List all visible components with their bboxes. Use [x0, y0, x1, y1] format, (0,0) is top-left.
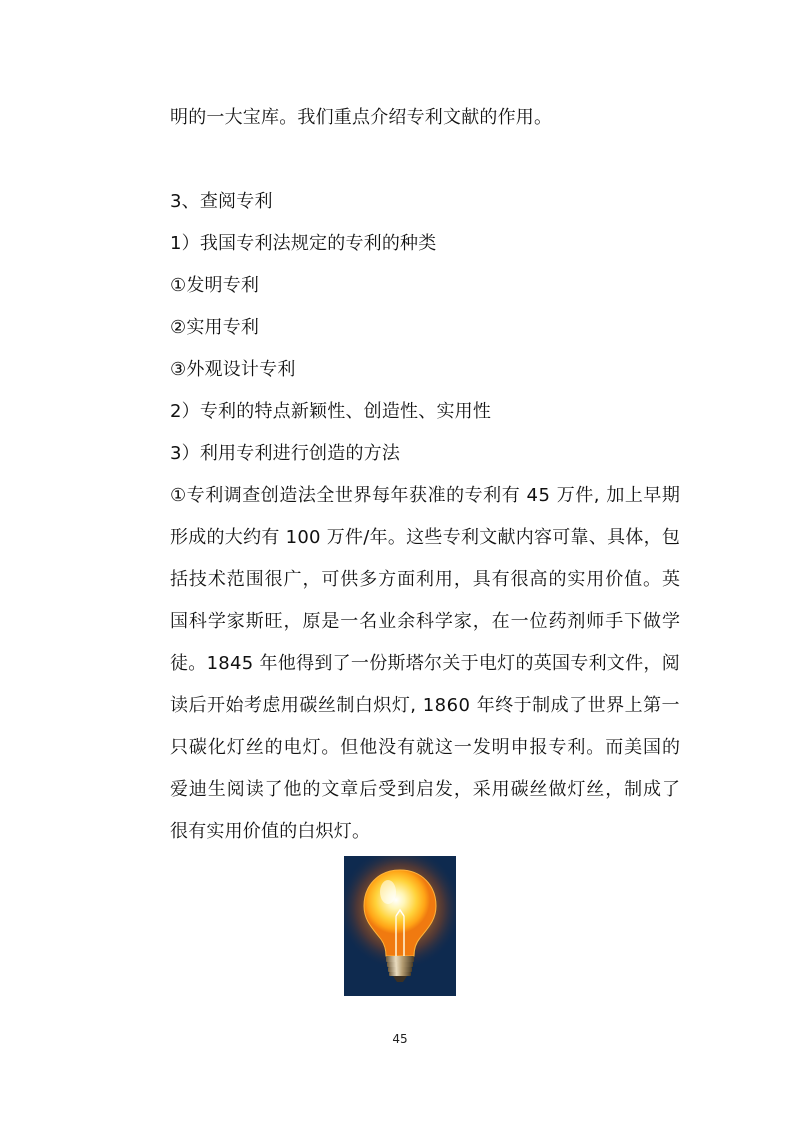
patent-type-item: ③外观设计专利 [170, 359, 296, 380]
subsection-heading-features: 2）专利的特点新颖性、创造性、实用性 [170, 401, 492, 422]
paragraph-line: 很有实用价值的白炽灯。 [170, 821, 371, 842]
section-heading: 3、查阅专利 [170, 191, 273, 212]
subsection-heading-methods: 3）利用专利进行创造的方法 [170, 443, 401, 464]
paragraph-line: 只 碳 化 灯 丝 的 电 灯 。 但 他 没 有 就 这 一 发 明 申 报 专 利 。 而 美 国 的 [170, 737, 680, 758]
paragraph-line: 徒 。 1 8 4 5 年 他 得 到 了 一 份 斯 塔 尔 关 于 电 灯 的 英 国 专 利 文 件 ， 阅 [170, 653, 680, 674]
patent-type-item: ②实用专利 [170, 317, 260, 338]
intro-line: 明的一大宝库。我们重点介绍专利文献的作用。 [170, 107, 553, 128]
paragraph-line: 读 后 开 始 考 虑 用 碳 丝 制 白 炽 灯 , 1 8 6 0 年 终 于 制 成 了 世 界 上 第 一 [170, 695, 680, 716]
subsection-heading-types: 1）我国专利法规定的专利的种类 [170, 233, 437, 254]
light-bulb-icon [344, 856, 456, 996]
page-number: 45 [392, 1032, 408, 1046]
paragraph-line: 形 成 的 大 约 有 1 0 0 万 件 / 年 。 这 些 专 利 文 献 内 容 可 靠 、 具 体 ， 包 [170, 527, 680, 548]
paragraph-line: ① 专 利 调 查 创 造 法 全 世 界 每 年 获 准 的 专 利 有 4 5 万 件 , 加 上 早 期 [170, 485, 680, 506]
paragraph-line: 国 科 学 家 斯 旺 ， 原 是 一 名 业 余 科 学 家 ， 在 一 位 药 剂 师 手 下 做 学 [170, 611, 680, 632]
paragraph-line: 爱 迪 生 阅 读 了 他 的 文 章 后 受 到 启 发 ， 采 用 碳 丝 做 灯 丝 ， 制 成 了 [170, 779, 680, 800]
paragraph-line: 括 技 术 范 围 很 广 ， 可 供 多 方 面 利 用 ， 具 有 很 高 的 实 用 价 值 。 英 [170, 569, 680, 590]
light-bulb-figure [344, 856, 456, 996]
patent-type-item: ①发明专利 [170, 275, 260, 296]
